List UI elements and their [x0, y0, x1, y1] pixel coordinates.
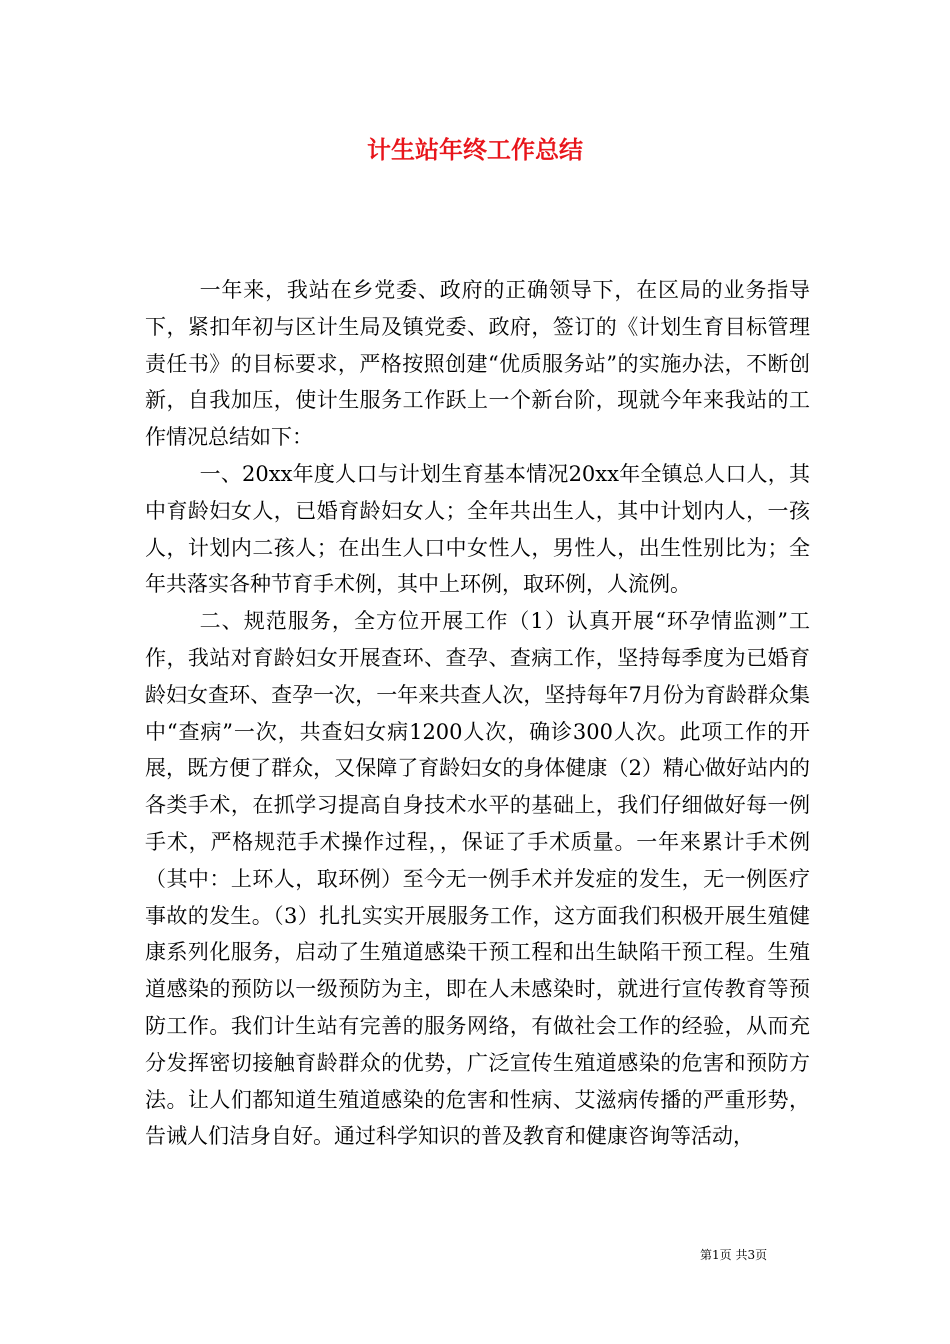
document-body — [145, 272, 810, 1155]
paragraph-population: 一、20xx年度人口与计划生育基本情况20xx年全镇总人口人，其中育龄妇女人，已婚育龄妇女人；全年共出生人，其中计划内人，一孩人，计划内二孩人；在出生人口中女性人，男性人，出生性别比为；全年共落实各种节育手术例，其中上环例，取环例，人流例。 — [145, 461, 810, 597]
paragraph-services: 二、规范服务，全方位开展工作（1）认真开展“环孕情监测”工作，我站对育龄妇女开展查环、查孕、查病工作，坚持每季度为已婚育龄妇女查环、查孕一次，一年来共查人次，坚持每年7月份为育龄群众集中“查病”一次，共查妇女病1200人次，确诊300人次。此项工作的开展，既方便了群众，又保障了育龄妇女的身体健康（2）精心做好站内的各类手术，在抓学习提高自身技术水平的基础上，我们仔细做好每一例手术，严格规范手术操作过程，，保证了手术质量。一年来累计手术例（其中：上环人，取环例）至今无一例手术并发症的发生，无一例医疗事故的发生。（3）扎扎实实开展服务工作，这方面我们积极开展生殖健康系列化服务，启动了生殖道感染干预工程和出生缺陷干预工程。生殖道感染的预防以一级预防为主，即在人未感染时，就进行宣传教育等预防工作。我们计生站有完善的服务网络，有做社会工作的经验，从而充分发挥密切接触育龄群众的优势，广泛宣传生殖道感染的危害和预防方法。让人们都知道生殖道感染的危害和性病、艾滋病传播的严重形势，告诫人们洁身自好。通过科学知识的普及教育和健康咨询等活动， — [145, 609, 810, 1149]
document-title: 计生站年终工作总结 — [367, 135, 583, 164]
paragraph-intro: 一年来，我站在乡党委、政府的正确领导下，在区局的业务指导下，紧扣年初与区计生局及镇党委、政府，签订的《计划生育目标管理责任书》的目标要求，严格按照创建“优质服务站”的实施办法，不断创新，自我加压，使计生服务工作跃上一个新台阶，现就今年来我站的工作情况总结如下： — [145, 278, 810, 450]
page-number: 第1页 共3页 — [700, 1248, 768, 1262]
